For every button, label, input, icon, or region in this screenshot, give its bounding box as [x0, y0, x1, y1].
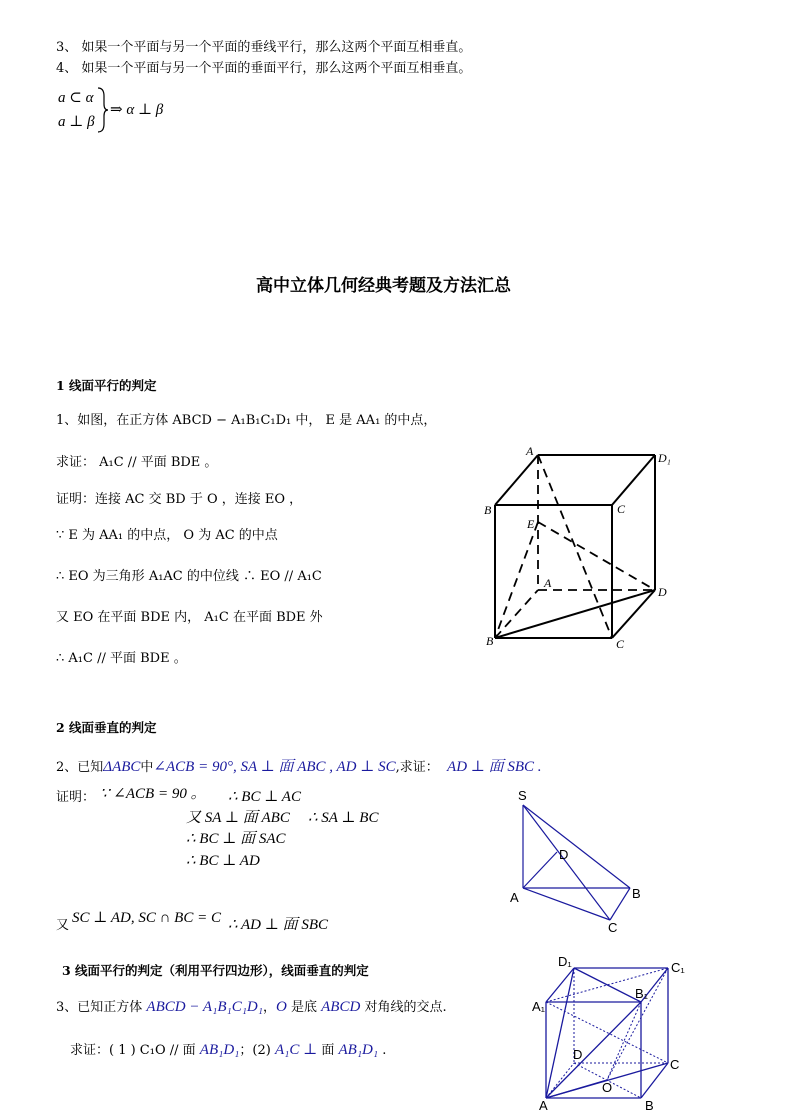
line-a1c [546, 1002, 668, 1063]
label-c: C [608, 920, 618, 935]
s1-proof-3: ∴ EO 为三角形 A₁AC 的中位线 ∴ EO // A₁C [56, 569, 322, 584]
line-ed [538, 522, 655, 590]
s1-proof-4: 又 EO 在平面 BDE 内， A₁C 在平面 BDE 外 [56, 610, 323, 625]
s1-proof-2: ∵ E 为 AA₁ 的中点， O 为 AC 的中点 [56, 528, 278, 543]
label-c1: C [617, 502, 626, 516]
s2-proof-2a: 又 SA ⊥ 面 ABC [186, 810, 290, 826]
s1-proof-5: ∴ A₁C // 平面 BDE 。 [56, 651, 187, 666]
conclusion: ⇒ α ⊥ β [110, 102, 164, 118]
label-d: D [559, 847, 569, 862]
s2-proof-0b: ∵ ∠ACB = 90 。 [100, 786, 206, 802]
edge-b1a1 [495, 455, 538, 505]
line-ad [523, 852, 557, 888]
label-b: B [645, 1098, 654, 1113]
edge-bc [641, 1063, 668, 1098]
edge-c1d1 [612, 455, 655, 505]
label-b1: B [484, 503, 492, 517]
edge-ac [523, 888, 610, 920]
s2-proof-5a: 又 [56, 918, 70, 933]
right-brace [96, 86, 110, 134]
label-c: C [670, 1057, 680, 1072]
s1-proof-1: 证明：连接 AC 交 BD 于 O ，连接 EO ， [56, 492, 303, 507]
line-a1c [538, 455, 612, 638]
section-2-heading: 2 线面垂直的判定 [56, 720, 157, 735]
s2-proof-5b: SC ⊥ AD, SC ∩ BC = C [72, 910, 221, 926]
label-a1: A [526, 444, 534, 458]
line-eb [495, 522, 538, 638]
s2-problem: 2、已知ΔABC中∠ACB = 90°, SA ⊥ 面 ABC , AD ⊥ SC,求证： AD ⊥ 面 SBC . [56, 759, 542, 775]
label-b: B [632, 886, 641, 901]
theorem-line-3: 3、 如果一个平面与另一个平面的垂线平行，那么这两个平面互相垂直。 [56, 40, 472, 55]
label-b1: B₁ [635, 986, 649, 1001]
label-d: D [658, 585, 667, 599]
condition-1: a ⊂ α [58, 90, 94, 106]
s1-problem: 1、如图，在正方体 ABCD − A₁B₁C₁D₁ 中， E 是 AA₁ 的中点， [56, 413, 437, 428]
label-o: O [602, 1080, 613, 1095]
edge-bc [610, 888, 630, 920]
label-c: C [616, 637, 625, 651]
theorem-line-4: 4、 如果一个平面与另一个平面的垂面平行，那么这两个平面互相垂直。 [56, 61, 472, 76]
condition-2: a ⊥ β [58, 114, 95, 130]
label-d1: D₁ [658, 451, 671, 465]
tetrahedron-figure [505, 785, 655, 935]
section-1-heading: 1 线面平行的判定 [56, 378, 157, 393]
label-d: D [573, 1047, 583, 1062]
label-a1: A₁ [532, 999, 546, 1014]
label-a: A [510, 890, 519, 905]
line-d1b1 [574, 968, 641, 1002]
label-b: B [486, 634, 494, 648]
label-a: A [539, 1098, 548, 1113]
section-3-heading: 3 线面平行的判定（利用平行四边形），线面垂直的判定 [62, 963, 369, 978]
s3-prove: 求证：( 1 ) C₁O // 面 AB₁D₁；(2) A₁C ⊥ 面 AB₁D₁ . [70, 1042, 387, 1058]
s2-proof-0a: 证明： [56, 790, 96, 805]
cube-figure-1 [480, 440, 680, 655]
s2-proof-2b: ∴ SA ⊥ BC [308, 810, 379, 826]
label-a: A [544, 576, 552, 590]
edge-bd [495, 590, 655, 638]
s2-proof-1: ∴ BC ⊥ AC [228, 789, 301, 805]
s2-proof-5c: ∴ AD ⊥ 面 SBC [228, 917, 329, 933]
label-c1: C₁ [671, 960, 685, 975]
label-d1: D₁ [558, 954, 572, 969]
cube-figure-3 [530, 950, 700, 1112]
line-b1o [607, 1002, 641, 1080]
label-e: E [527, 517, 535, 531]
s2-proof-3: ∴ BC ⊥ 面 SAC [186, 831, 286, 847]
label-s: S [518, 788, 527, 803]
line-ad1 [546, 968, 574, 1098]
s2-proof-4: ∴ BC ⊥ AD [186, 853, 260, 869]
page-title: 高中立体几何经典考题及方法汇总 [256, 276, 511, 296]
s1-prove: 求证： A₁C // 平面 BDE 。 [56, 455, 218, 470]
s3-problem: 3、已知正方体 ABCD − A₁B₁C₁D₁，O 是底 ABCD 对角线的交点. [56, 999, 447, 1015]
